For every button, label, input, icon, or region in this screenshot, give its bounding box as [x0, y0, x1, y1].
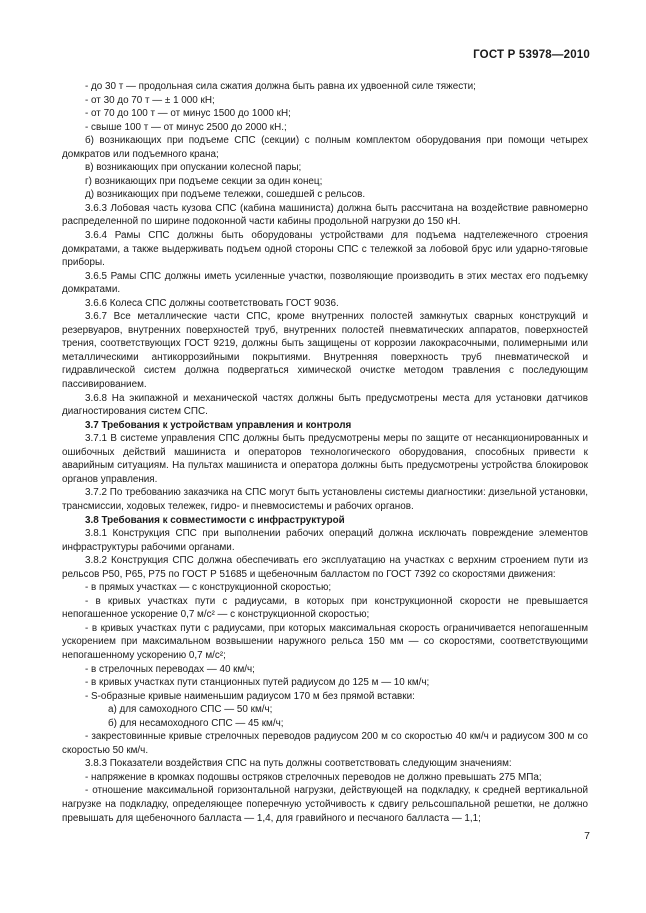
- page-number: 7: [584, 830, 590, 842]
- paragraph: а) для самоходного СПС — 50 км/ч;: [108, 704, 273, 716]
- paragraph: 3.7.2 По требованию заказчика на СПС могут быть установлены системы диагностики: дизельной установки, трансмиссии, ходовых тележек, гидро- и пневмосистемы и рабочих органов.: [62, 487, 588, 512]
- paragraph: - S-образные кривые наименьшим радиусом 170 м без прямой вставки:: [85, 690, 415, 702]
- paragraph: - в прямых участках — с конструкционной скоростью;: [85, 582, 332, 594]
- paragraph: 3.6.6 Колеса СПС должны соответствовать ГОСТ 9036.: [85, 297, 339, 309]
- paragraph: - свыше 100 т — от минус 2500 до 2000 кН.;: [85, 121, 287, 133]
- paragraph: 3.6.3 Лобовая часть кузова СПС (кабина машиниста) должна быть рассчитана на воздействие равномерно распределенной по ширине подоконной части кабины продольной нагрузки до 150 кН.: [62, 202, 588, 228]
- paragraph: 3.6.4 Рамы СПС должны быть оборудованы устройствами для подъема надтележечного строения домкратами, а также выдерживать подъем одной стороны СПС с тележкой за лобовой брус или ударно-тяговые приборы.: [62, 230, 588, 269]
- paragraph: 3.8.1 Конструкция СПС при выполнении рабочих операций должна исключать повреждение элементов инфраструктуры рабочими органами.: [62, 528, 588, 553]
- paragraph: 3.6.5 Рамы СПС должны иметь усиленные участки, позволяющие производить в этих местах его подъемку домкратами.: [62, 270, 588, 296]
- paragraph: д) возникающих при подъеме тележки, сошедшей с рельсов.: [85, 189, 366, 201]
- paragraph: 3.8.2 Конструкция СПС должна обеспечивать его эксплуатацию на участках с верхним строением пути из рельсов Р50, Р65, Р75 по ГОСТ Р 51685 и щебеночным балластом по ГОСТ 7392 со скоростями движения:: [62, 555, 588, 580]
- paragraph: 3.6.7 Все металлические части СПС, кроме внутренних полостей замкнутых сварных конструкций и резервуаров, внутренних поверхностей труб, внутренних полостей пневматических аппаратов, поверхностей трения, соответствующих ГОСТ 9219, должны быть защищены от коррозии лакокрасочными, полимерными или металлическими антикоррозийными покрытиями. Внутренняя поверхность труб пневматической и гидравлической систем должна подвергаться химической очистке методом травления с последующим пассивированием.: [62, 311, 588, 391]
- paragraph: - в кривых участках пути с радиусами, при которых максимальная скорость ограничивается непогашенным ускорением при максимальном возвышении наружного рельса 150 мм — со скоростями, соответствующими непогашенному ускорению 0,7 м/с²;: [62, 622, 588, 661]
- paragraph: 3.7.1 В системе управления СПС должны быть предусмотрены меры по защите от несанкционированных и ошибочных действий машиниста и операторов технологического оборудования, способных привести к аварийным ситуациям. На пультах машиниста и оператора должны быть предусмотрены устройства блокировок органов управления.: [62, 433, 588, 485]
- paragraph: - в стрелочных переводах — 40 км/ч;: [85, 663, 255, 675]
- paragraph: 3.8.3 Показатели воздействия СПС на путь должны соответствовать следующим значениям:: [85, 758, 512, 770]
- paragraph: - напряжение в кромках подошвы остряков стрелочных переводов не должно превышать 275 МПа;: [85, 771, 542, 783]
- paragraph: г) возникающих при подъеме секции за один конец;: [85, 175, 323, 187]
- paragraph: - в кривых участках пути станционных путей радиусом до 125 м — 10 км/ч;: [85, 677, 430, 689]
- document-code: ГОСТ Р 53978—2010: [473, 49, 590, 61]
- paragraph: б) для несамоходного СПС — 45 км/ч;: [108, 717, 284, 729]
- paragraph: - в кривых участках пути с радиусами, в которых при конструкционной скорости не превышается непогашенное ускорение 0,7 м/с² — с конструкционной скоростью;: [62, 595, 588, 621]
- paragraph: в) возникающих при опускании колесной пары;: [85, 162, 302, 174]
- paragraph: - до 30 т — продольная сила сжатия должна быть равна их удвоенной силе тяжести;: [85, 81, 476, 92]
- section-heading: 3.7 Требования к устройствам управления и контроля: [85, 419, 352, 431]
- paragraph: - от 70 до 100 т — от минус 1500 до 1000 кН;: [85, 108, 291, 120]
- paragraph: - отношение максимальной горизонтальной нагрузки, действующей на подкладку, к средней вертикальной нагрузке на подкладку, определяющее поперечную устойчивость к сдвигу рельсошпальной решетки, не должно превышать для щебеночного балласта — 1,4, для гравийного и песчаного балласта — 1,1;: [62, 785, 588, 824]
- paragraph: 3.6.8 На экипажной и механической частях должны быть предусмотрены места для установки датчиков диагностирования систем СПС.: [62, 392, 588, 418]
- paragraph: - от 30 до 70 т — ± 1 000 кН;: [85, 94, 215, 106]
- body-text: [62, 80, 588, 825]
- section-heading: 3.8 Требования к совместимости с инфраструктурой: [85, 514, 345, 526]
- paragraph: б) возникающих при подъеме СПС (секции) с полным комплектом оборудования при помощи четырех домкратов или подъемного крана;: [62, 135, 588, 160]
- paragraph: - закрестовинные кривые стрелочных переводов радиусом 200 м со скоростью 40 км/ч и радиусом 300 м со скоростью 50 км/ч.: [62, 731, 588, 756]
